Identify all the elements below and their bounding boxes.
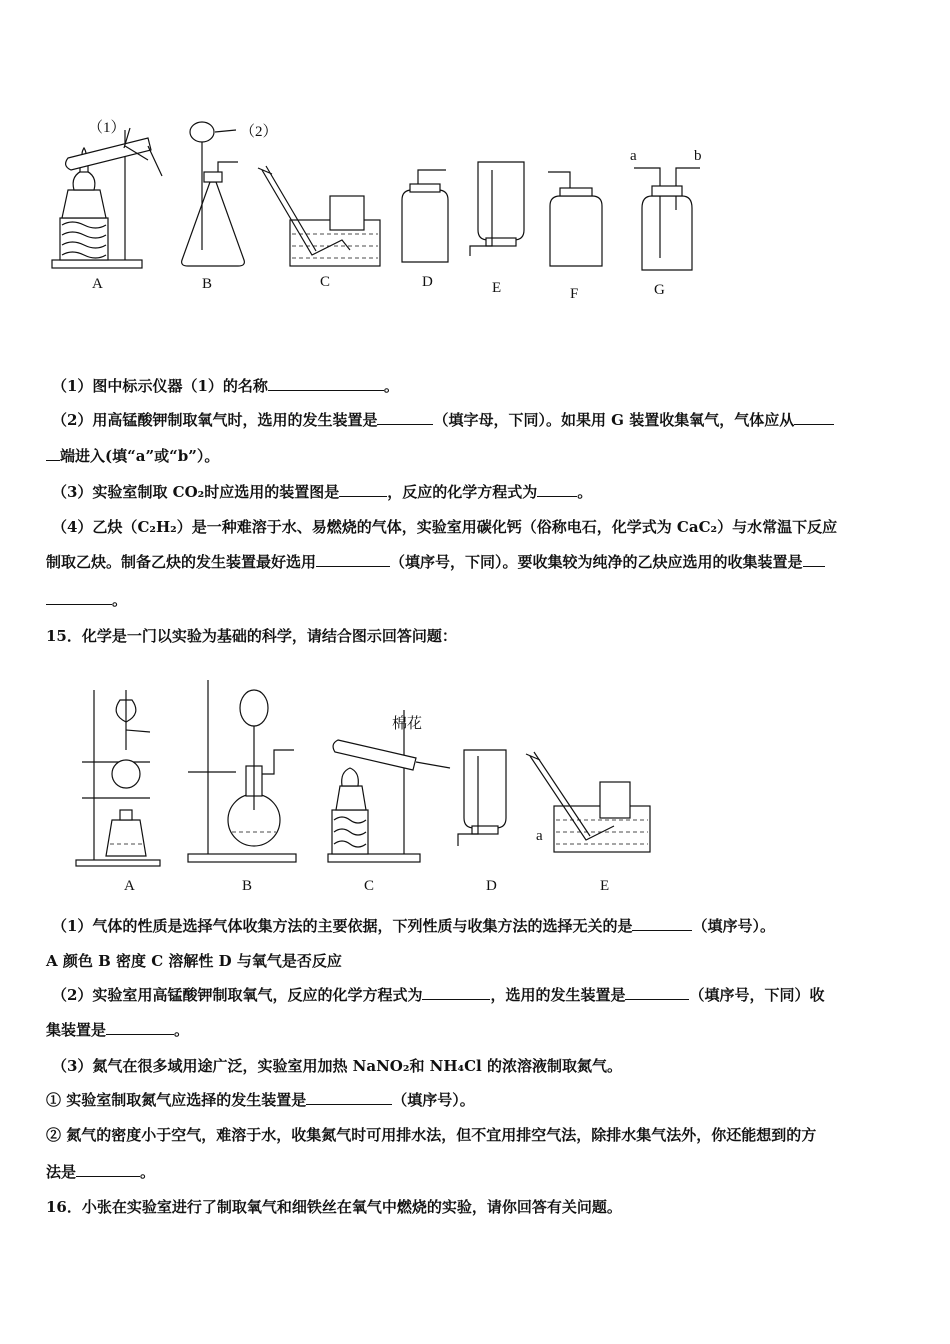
q15-part3-2: ② 氮气的密度小于空气，难溶于水，收集氮气时可用排水法，但不宜用排空气法，除排水集气法外，你还能想到的方 [46, 1126, 817, 1144]
label-e: E [600, 878, 610, 894]
marker-1: （1） [88, 120, 126, 136]
answer-blank[interactable] [632, 916, 692, 931]
q14-part2-cont: 端进入(填“a”或“b”）。 [46, 446, 910, 466]
q14-part3: （3）实验室制取 CO₂时应选用的装置图是 ，反应的化学方程式为 。 [52, 483, 593, 501]
q15-part1: （1）气体的性质是选择气体收集方法的主要依据，下列性质与收集方法的选择无关的是 （填序号）。 [52, 917, 775, 935]
figure-apparatus-1 [40, 110, 740, 310]
label-d: D [422, 274, 433, 290]
apparatus-e [526, 752, 650, 852]
q15-part3: （3）氮气在很多域用途广泛，实验室用加热 NaNO₂和 NH₄Cl 的浓溶液制取氮气。 [52, 1057, 622, 1075]
answer-blank[interactable] [106, 1020, 174, 1035]
cotton-label: 棉花 [392, 716, 423, 732]
q14-part1: （1）图中标示仪器（1）的名称 。 [52, 377, 399, 395]
marker-2: （2） [240, 124, 278, 140]
q14-part4-end: 。 [46, 590, 910, 610]
apparatus-a [76, 690, 160, 866]
figure-apparatus-2 [70, 670, 670, 900]
label-f: F [570, 286, 579, 302]
label-b: B [242, 878, 253, 894]
apparatus-b [188, 680, 296, 862]
q14-part4: （4）乙炔（C₂H₂）是一种难溶于水、易燃烧的气体，实验室用碳化钙（俗称电石，化学式为 CaC₂）与水常温下反应 [52, 518, 838, 536]
answer-blank[interactable] [306, 1090, 392, 1105]
apparatus-e [470, 162, 524, 256]
apparatus-c [258, 166, 380, 266]
q15-intro: 15．化学是一门以实验为基础的科学，请结合图示回答问题： [46, 627, 457, 645]
answer-blank[interactable] [377, 410, 433, 425]
answer-blank[interactable] [803, 552, 825, 567]
q15-part2-cont: 集装置是 。 [46, 1021, 190, 1039]
port-a-label: a [536, 828, 543, 844]
apparatus-g [634, 168, 700, 270]
answer-blank[interactable] [268, 376, 384, 391]
answer-blank[interactable] [316, 552, 390, 567]
apparatus-f [548, 172, 602, 266]
answer-blank[interactable] [537, 482, 577, 497]
apparatus-a [52, 128, 162, 268]
answer-blank[interactable] [625, 985, 689, 1000]
q15-part3-1: ① 实验室制取氮气应选择的发生装置是 （填序号）。 [46, 1091, 475, 1109]
answer-blank[interactable] [46, 446, 60, 461]
q14-part2: （2）用高锰酸钾制取氧气时，选用的发生装置是 （填字母，下同）。如果用 G 装置收集氧气，气体应从 [52, 410, 910, 430]
apparatus-d [402, 170, 448, 262]
q14-part4-cont: 制取乙炔。制备乙炔的发生装置最好选用 （填序号，下同）。要收集较为纯净的乙炔应选用的收集装置是 [46, 552, 910, 572]
answer-blank[interactable] [794, 410, 834, 425]
port-a-label: a [630, 148, 637, 164]
label-c: C [320, 274, 331, 290]
port-b-label: b [694, 148, 702, 164]
label-a: A [92, 276, 103, 292]
answer-blank[interactable] [422, 985, 490, 1000]
label-c: C [364, 878, 375, 894]
q15-part2: （2）实验室用高锰酸钾制取氧气，反应的化学方程式为 ，选用的发生装置是 （填序号，下同）收 [52, 986, 825, 1004]
q15-part3-2-cont: 法是 。 [46, 1163, 156, 1181]
apparatus-d [458, 750, 506, 846]
apparatus-b [182, 122, 245, 266]
label-d: D [486, 878, 497, 894]
answer-blank[interactable] [46, 590, 112, 605]
label-g: G [654, 282, 665, 298]
label-e: E [492, 280, 502, 296]
answer-blank[interactable] [76, 1162, 140, 1177]
q16-intro: 16．小张在实验室进行了制取氧气和细铁丝在氧气中燃烧的实验，请你回答有关问题。 [46, 1198, 622, 1216]
label-a: A [124, 878, 135, 894]
apparatus-c [328, 710, 450, 862]
answer-blank[interactable] [339, 482, 387, 497]
label-b: B [202, 276, 213, 292]
q15-options: A 颜色 B 密度 C 溶解性 D 与氧气是否反应 [46, 952, 342, 970]
